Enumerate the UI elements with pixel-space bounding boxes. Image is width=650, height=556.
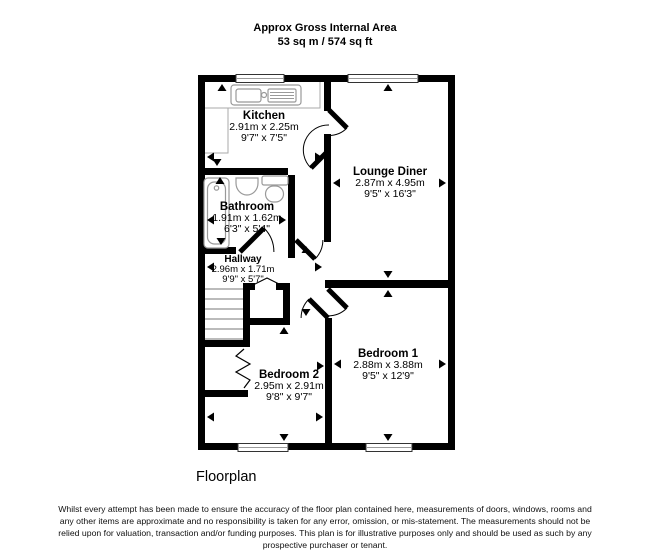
bedroom2-imperial: 9'8" x 9'7"	[266, 391, 312, 403]
window-kitchen	[236, 75, 284, 83]
lounge-imperial: 9'5" x 16'3"	[364, 188, 416, 200]
door-bedroom1	[328, 289, 347, 316]
door-kitchen-lounge	[329, 110, 347, 136]
bathroom-name: Bathroom	[219, 201, 275, 213]
bedroom2-metric: 2.95m x 2.91m	[254, 380, 324, 392]
area-header-line2: 53 sq m / 574 sq ft	[277, 36, 373, 48]
bathroom-imperial: 6'3" x 5'4"	[224, 223, 270, 235]
disclaimer	[0, 503, 650, 551]
disclaimer-line2: any other items are approximate and no responsibility is taken for any error, omission, or mis-statement. The measurements should not be	[59, 516, 591, 526]
window-bedroom1	[366, 444, 412, 452]
bedroom1-label	[353, 348, 423, 382]
kitchen-metric: 2.91m x 2.25m	[229, 121, 299, 133]
door-hallway-corridor	[296, 240, 323, 259]
bedroom2-name: Bedroom 2	[258, 369, 320, 381]
hallway-name: Hallway	[224, 254, 262, 265]
floorplan-caption: Floorplan	[196, 469, 257, 485]
toilet	[262, 176, 288, 202]
basin	[236, 178, 258, 195]
bedroom1-metric: 2.88m x 3.88m	[353, 359, 423, 371]
disclaimer-line1: Whilst every attempt has been made to ensure the accuracy of the floor plan contained here, measurements of doors, windows, rooms and	[58, 504, 592, 514]
kitchen-name: Kitchen	[242, 110, 286, 122]
opening-bedroom2-zigzag	[236, 349, 250, 388]
hallway-imperial: 9'9" x 5'7"	[222, 274, 264, 285]
bedroom1-name: Bedroom 1	[357, 348, 419, 360]
kitchen-imperial: 9'7" x 7'5"	[241, 132, 287, 144]
kitchen-label	[229, 110, 299, 144]
window-lounge	[348, 75, 418, 83]
area-header-line1: Approx Gross Internal Area	[253, 22, 397, 34]
lounge-diner-label	[353, 166, 428, 200]
window-bedroom2	[238, 444, 288, 452]
bedroom1-imperial: 9'5" x 12'9"	[362, 370, 414, 382]
disclaimer-line3: relied upon for valuation, transaction and/or funding purposes. This plan is for illustrative purposes only and should be used as such by any	[58, 528, 592, 538]
bathroom-metric: 1.91m x 1.62m	[212, 212, 282, 224]
bedroom2-label	[254, 369, 324, 403]
lounge-metric: 2.87m x 4.95m	[355, 177, 425, 189]
kitchen-sink	[231, 85, 301, 105]
lounge-name: Lounge Diner	[352, 166, 428, 178]
hallway-label	[212, 254, 275, 285]
door-bedroom2	[301, 299, 328, 318]
hallway-metric: 2.96m x 1.71m	[211, 264, 275, 275]
stairs	[205, 289, 243, 339]
disclaimer-line4: prospective purchaser or tenant.	[262, 540, 388, 550]
